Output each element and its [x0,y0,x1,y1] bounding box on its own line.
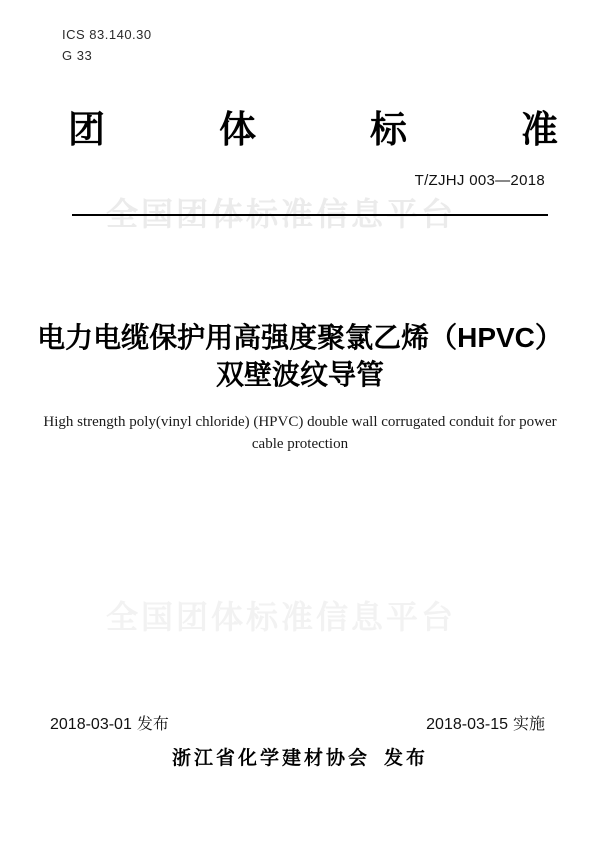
implement-date: 2018-03-15 [426,716,508,733]
header-divider-rule [72,214,548,216]
document-title-en-line2: cable protection [251,436,349,452]
document-title-cn [0,319,600,393]
standard-type-heading [68,108,558,152]
ics-classification-block [62,24,152,66]
standard-number: T/ZJHJ 003—2018 [414,172,545,189]
issue-date-group [50,711,169,734]
document-title-en-line1: High strength poly(vinyl chloride) (HPVC) double wall corrugated conduit for power [43,414,557,430]
issue-date-label: 发布 [136,716,169,733]
document-title-cn-line2: 双壁波纹导管 [215,359,384,390]
implement-date-group [426,711,545,734]
issue-date: 2018-03-01 [50,716,132,733]
standard-type-char: 准 [521,109,558,150]
document-title-en [30,411,570,455]
dates-row [50,711,545,734]
publisher-name: 浙江省化学建材协会 [171,748,370,769]
classification-code: G 33 [62,48,93,63]
ics-code: ICS 83.140.30 [62,27,152,42]
watermark-text-bottom: 全国团体标准信息平台 [105,599,456,635]
standard-type-char: 标 [370,109,407,150]
implement-date-label: 实施 [512,716,545,733]
standard-type-char: 体 [219,109,256,150]
publisher-action-label: 发布 [384,748,429,769]
standard-type-char: 团 [68,109,105,150]
watermark-text-top: 全国团体标准信息平台 [105,196,456,232]
document-title-cn-line1: 电力电缆保护用高强度聚氯乙烯（HPVC） [37,322,563,353]
publisher-line [0,743,600,770]
